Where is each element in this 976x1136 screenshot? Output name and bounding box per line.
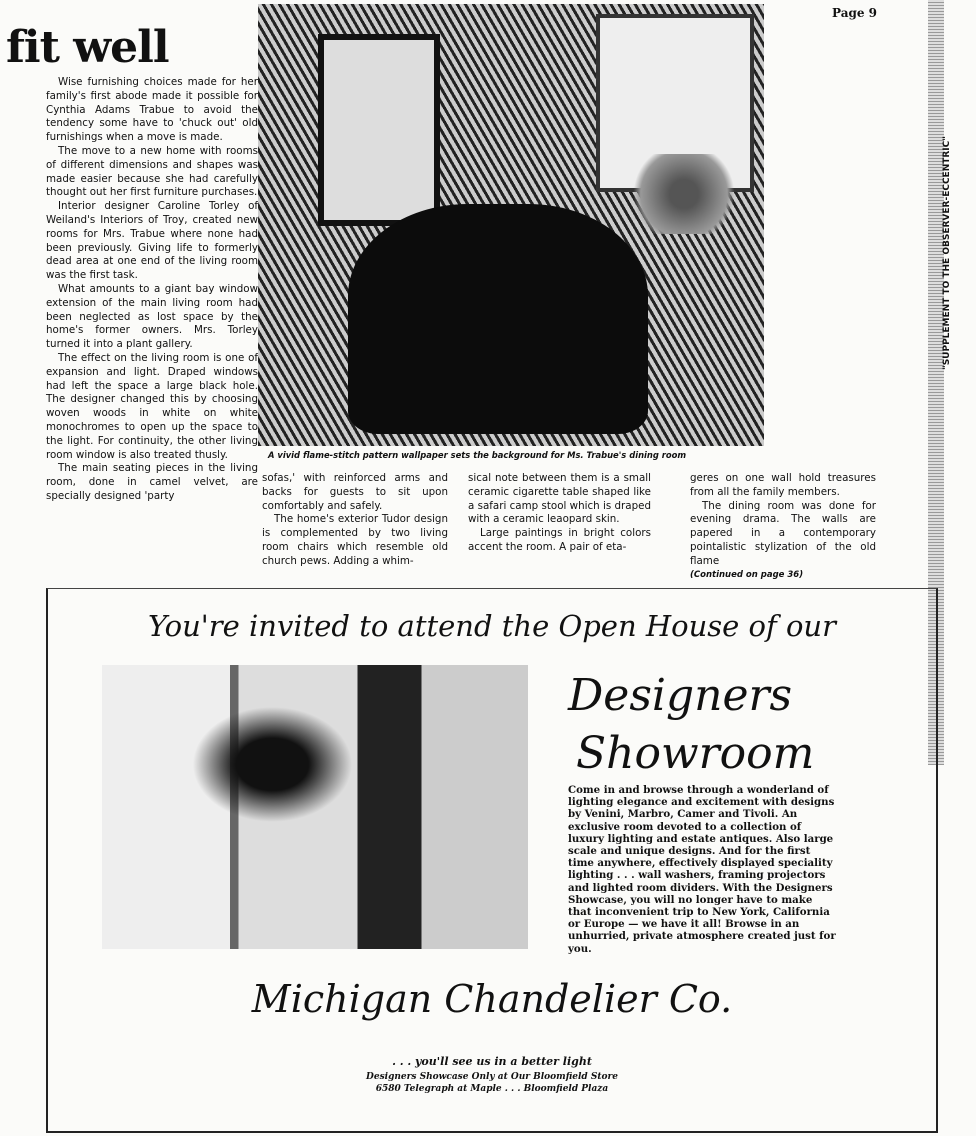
sidebar-label [942, 40, 962, 440]
article-column-1 [46, 76, 258, 504]
ad-address: Designers Showcase Only at Our Bloomfield Store [366, 1072, 618, 1082]
paragraph: The home's exterior Tudor design is complemented by two living room chairs which resemble old church pews. Adding a whim- [262, 513, 448, 567]
article-column-3 [468, 472, 651, 555]
continued-note: (Continued on page 36) [690, 569, 804, 580]
photo-caption: A vivid flame-stitch pattern wallpaper sets the background for Ms. Trabue's dining room [268, 450, 687, 460]
paragraph: The effect on the living room is one of expansion and light. Draped windows had left the space a large black hole. The designer changed this by choosing woven woods in white on white monochromes to open up the space to the light. For continuity, the other living room window is also treated thusly. [46, 351, 258, 461]
paragraph: The main seating pieces in the living room, done in camel velvet, are specially designed 'party [46, 462, 258, 502]
paragraph: What amounts to a giant bay window extension of the main living room had been neglected as lost space by the home's former owners. Mrs. Torley turned it into a plant gallery. [46, 282, 258, 351]
ad-address: 6580 Telegraph at Maple . . . Bloomfield Plaza [375, 1084, 609, 1094]
ad-headline: You're invited to attend the Open House of our [148, 609, 836, 643]
paragraph: sical note between them is a small ceramic cigarette table shaped like a safari camp stool which is draped with a ceramic leaopard skin. [468, 472, 651, 526]
sidebar-label-text: "SUPPLEMENT TO THE OBSERVER-ECCENTRIC" [942, 136, 952, 370]
window [318, 34, 440, 226]
plants [624, 154, 744, 234]
paragraph: sofas,' with reinforced arms and backs for guests to sit upon comfortably and safely. [262, 472, 448, 512]
page-number: Page 9 [832, 6, 878, 20]
ad-title-line: Showroom [576, 728, 815, 779]
paragraph: The dining room was done for evening drama. The walls are papered in a contemporary pointalistic stylization of the old flame [690, 499, 876, 567]
paragraph: Interior designer Caroline Torley of Weiland's Interiors of Troy, created new rooms for Mrs. Trabue where none had been previously. Giving life to formerly dead area at one end of the living room was the first task. [46, 200, 258, 282]
ad-title [568, 667, 814, 783]
ad-tagline: . . . you'll see us in a better light [392, 1055, 592, 1068]
company-logo: Michigan Chandelier Co. [251, 977, 733, 1021]
article-column-2 [262, 472, 448, 569]
paragraph: Wise furnishing choices made for her family's first abode made it possible for Cynthia Adams Trabue to avoid the tendency some have to 'chuck out' old furnishings when a move is made. [46, 76, 258, 144]
showroom-photo [102, 665, 528, 949]
paragraph: Large paintings in bright colors accent the room. A pair of eta- [468, 527, 651, 553]
dining-table [348, 204, 648, 434]
dining-room-photo [258, 4, 764, 446]
ad-body: Come in and browse through a wonderland of lighting elegance and excitement with designs by Venini, Marbro, Camer and Tivoli. An exclusive room devoted to a collection of luxury lighting and estate antiques. Also large scale and unique designs. And for the first time anywhere, effectively displayed speciality lighting . . . wall washers, framing projectors and lighted room dividers. With the Designers Showcase, you will no longer have to make that inconvenient trip to New York, California or Europe — we have it all! Browse in an unhurried, private atmosphere created just for you. [568, 784, 836, 955]
paragraph: The move to a new home with rooms of different dimensions and shapes was made easier because she had carefully thought out her first furniture purchases. [46, 144, 258, 199]
ad-title-line: Designers [568, 670, 793, 721]
article-column-4 [690, 472, 876, 582]
paragraph: geres on one wall hold treasures from all the family members. [690, 472, 876, 498]
advertisement [46, 588, 938, 1133]
article-headline: fit well [6, 22, 169, 73]
